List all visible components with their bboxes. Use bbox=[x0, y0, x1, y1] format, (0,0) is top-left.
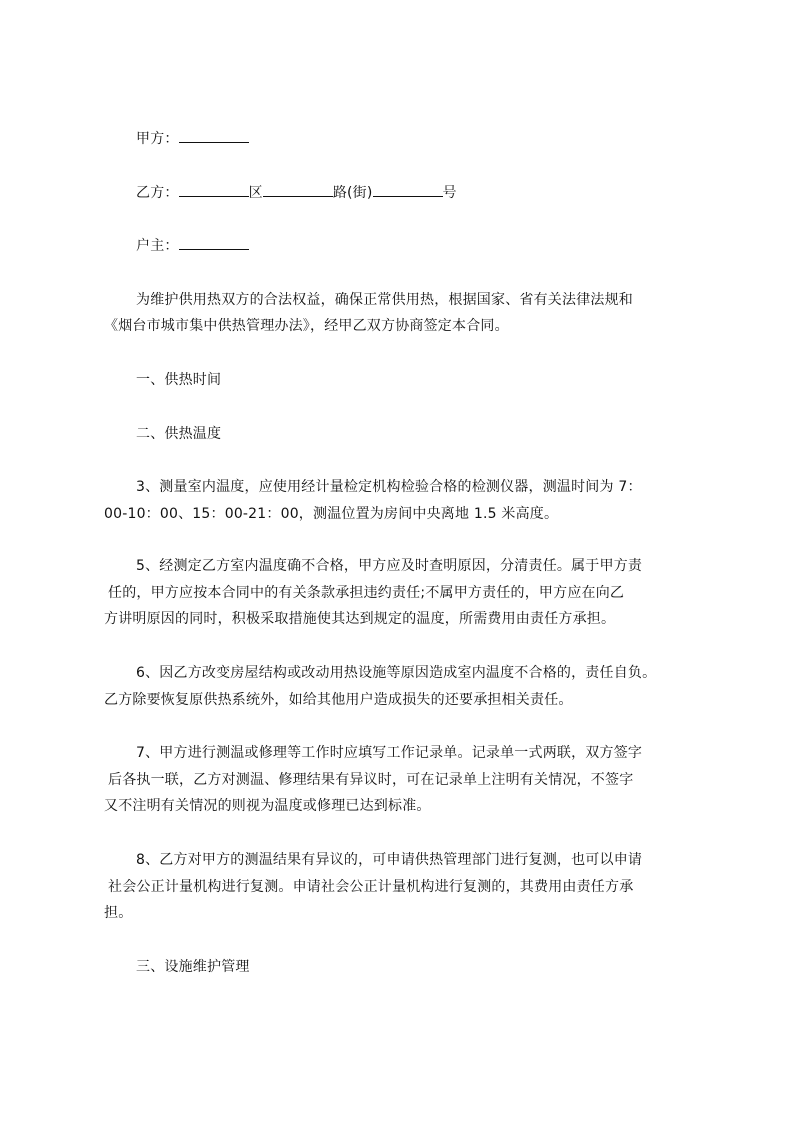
party-b-blank-district bbox=[179, 182, 249, 197]
clause-3-line-2: 00-10：00、15：00-21：00，测温位置为房间中央离地 1.5 米高度。 bbox=[104, 506, 559, 522]
section-heading-1: 一、供热时间 bbox=[136, 372, 222, 388]
party-b-road: 路(街) bbox=[332, 185, 373, 201]
clause-6-line-2: 乙方除要恢复原供热系统外，如给其他用户造成损失的还要承担相关责任。 bbox=[104, 692, 573, 708]
clause-7-line-3: 又不注明有关情况的则视为温度或修理已达到标准。 bbox=[104, 798, 431, 814]
clause-8-line-3: 担。 bbox=[104, 905, 133, 921]
party-b-blank-road bbox=[263, 182, 333, 197]
owner-label: 户主： bbox=[136, 238, 179, 254]
clause-7-line-2: 后各执一联，乙方对测温、修理结果有异议时，可在记录单上注明有关情况，不签字 bbox=[108, 772, 634, 788]
clause-8-line-1: 8、乙方对甲方的测温结果有异议的，可申请供热管理部门进行复测，也可以申请 bbox=[136, 852, 643, 868]
clause-6-line-1: 6、因乙方改变房屋结构或改动用热设施等原因造成室内温度不合格的，责任自负。 bbox=[136, 665, 657, 681]
section-heading-2: 二、供热温度 bbox=[136, 426, 222, 442]
party-b-number: 号 bbox=[442, 185, 457, 201]
party-b-line bbox=[136, 180, 756, 207]
clause-3-line-1: 3、测量室内温度，应使用经计量检定机构检验合格的检测仪器，测温时间为 7： bbox=[136, 479, 642, 495]
clause-8-line-2: 社会公正计量机构进行复测。申请社会公正计量机构进行复测的，其费用由责任方承 bbox=[108, 879, 634, 895]
intro-line-1: 为维护供用热双方的合法权益，确保正常供用热，根据国家、省有关法律法规和 bbox=[136, 292, 633, 308]
party-a-blank bbox=[179, 128, 249, 143]
party-b-label: 乙方： bbox=[136, 185, 179, 201]
clause-5-line-1: 5、经测定乙方室内温度确不合格，甲方应及时查明原因，分清责任。属于甲方责 bbox=[136, 558, 643, 574]
party-b-blank-number bbox=[373, 182, 443, 197]
owner-blank bbox=[179, 235, 249, 250]
party-a-label: 甲方： bbox=[136, 131, 179, 147]
clause-5-line-3: 方讲明原因的同时，积极采取措施使其达到规定的温度，所需费用由责任方承担。 bbox=[104, 611, 616, 627]
intro-line-2: 《烟台市城市集中供热管理办法》，经甲乙双方协商签定本合同。 bbox=[104, 318, 509, 334]
section-heading-3: 三、设施维护管理 bbox=[136, 959, 250, 975]
party-a-line bbox=[136, 126, 756, 153]
clause-7-line-1: 7、甲方进行测温或修理等工作时应填写工作记录单。记录单一式两联，双方签字 bbox=[136, 745, 643, 761]
owner-line bbox=[136, 233, 756, 260]
party-b-district: 区 bbox=[248, 185, 263, 201]
clause-5-line-2: 任的，甲方应按本合同中的有关条款承担违约责任;不属甲方责任的，甲方应在向乙 bbox=[108, 585, 625, 601]
